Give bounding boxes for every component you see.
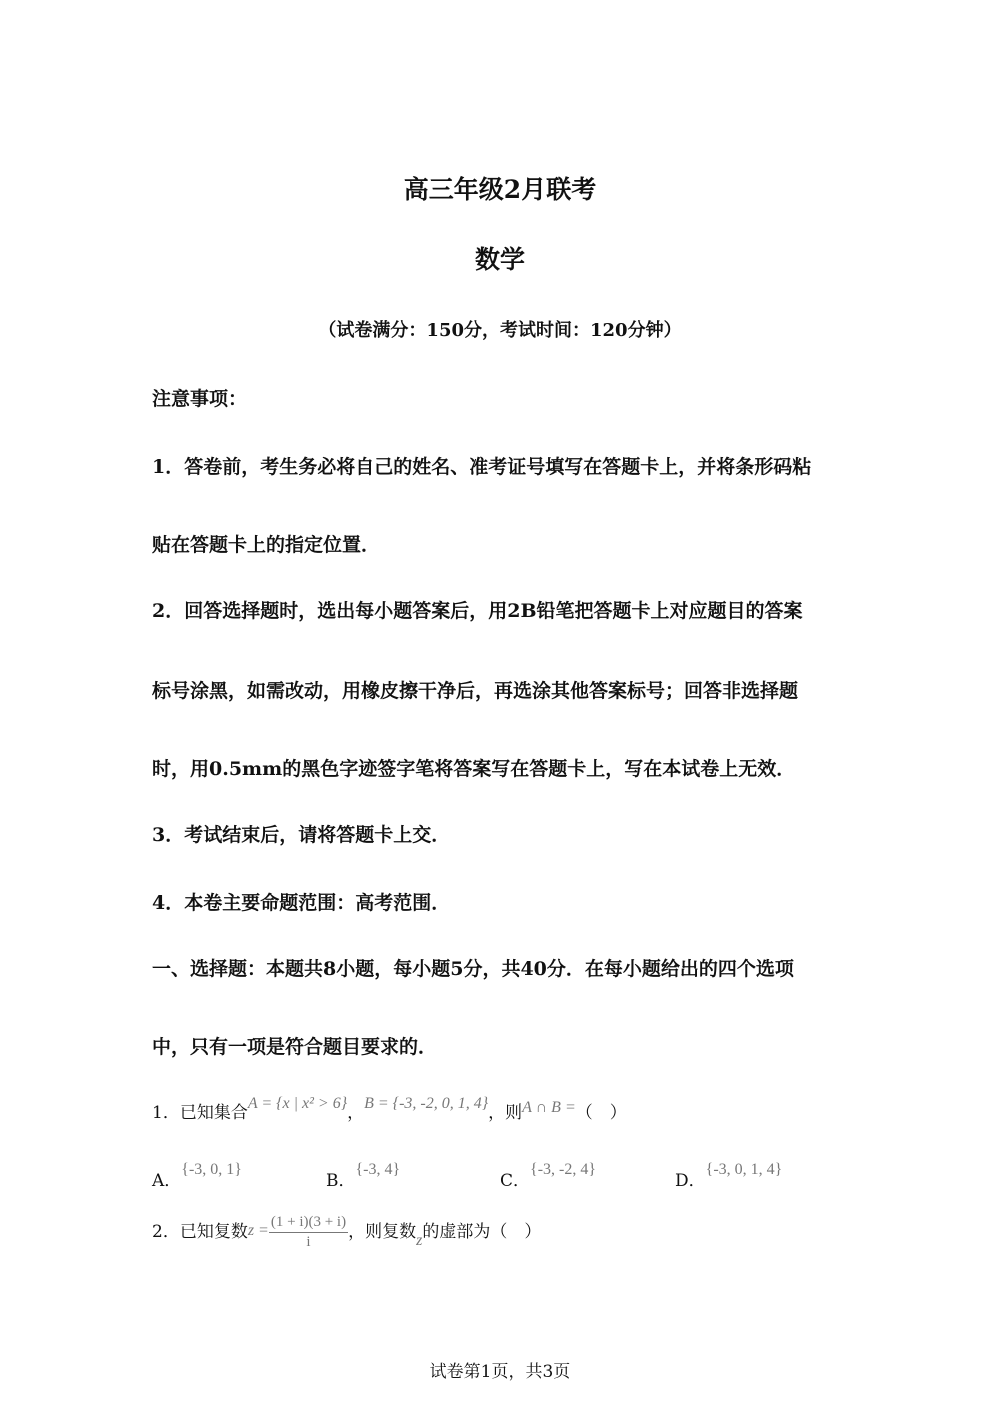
note-line-3: 2．回答选择题时，选出每小题答案后，用2B铅笔把答题卡上对应题目的答案 [152,600,803,622]
q1-option-c [500,1161,597,1191]
q1-mid: ，则 [488,1103,523,1123]
page-footer: 试卷第1页，共3页 [429,1362,571,1382]
q2-mid: ，则复数 [348,1222,417,1242]
q2-suffix: 的虚部为（ ） [422,1222,542,1242]
note-line-7: 4．本卷主要命题范围：高考范围． [152,892,451,914]
q1-expression: A ∩ B = [522,1099,576,1116]
q1-sep: ， [347,1103,365,1123]
option-label: A． [152,1171,182,1191]
q1-set-b: B = {-3, -2, 0, 1, 4} [364,1095,489,1112]
q2-prefix: 2．已知复数 [152,1222,248,1242]
q2-var: z [416,1232,423,1249]
q1-prefix: 1．已知集合 [152,1103,248,1123]
note-line-5: 时，用0.5mm的黑色字迹签字笔将答案写在答题卡上，写在本试卷上无效． [152,758,796,780]
exam-title: 高三年级2月联考 [403,175,597,204]
notes-heading: 注意事项： [152,388,248,410]
q2-lhs: z = [247,1222,269,1239]
option-label: B． [326,1171,356,1191]
question-2 [152,1214,541,1251]
section-heading-line-1: 一、选择题：本题共8小题，每小题5分，共40分．在每小题给出的四个选项 [152,958,794,980]
q1-set-a: A = {x | x² > 6} [247,1095,348,1112]
q2-fraction [269,1214,348,1251]
section-heading-line-2: 中，只有一项是符合题目要求的． [152,1036,438,1058]
note-line-2: 贴在答题卡上的指定位置． [152,534,381,556]
q2-numerator: (1 + i)(3 + i) [269,1214,348,1233]
q1-option-a [152,1161,242,1191]
q1-option-d [675,1161,783,1191]
option-value: {-3, 4} [355,1161,401,1178]
q2-denominator: i [306,1234,311,1250]
score-info: （试卷满分：150分，考试时间：120分钟） [318,320,682,341]
option-label: C． [500,1171,531,1191]
note-line-4: 标号涂黑，如需改动，用橡皮擦干净后，再选涂其他答案标号；回答非选择题 [152,680,799,702]
note-line-1: 1．答卷前，考生务必将自己的姓名、准考证号填写在答题卡上，并将条形码粘 [152,456,812,478]
option-label: D． [675,1171,706,1191]
option-value: {-3, -2, 4} [530,1161,597,1178]
subject-title: 数学 [474,245,525,274]
option-value: {-3, 0, 1} [181,1161,242,1178]
option-value: {-3, 0, 1, 4} [705,1161,783,1178]
q1-paren: （ ） [575,1103,627,1123]
question-1 [152,1095,627,1123]
note-line-6: 3．考试结束后，请将答题卡上交． [152,824,451,846]
q1-option-b [326,1161,401,1191]
